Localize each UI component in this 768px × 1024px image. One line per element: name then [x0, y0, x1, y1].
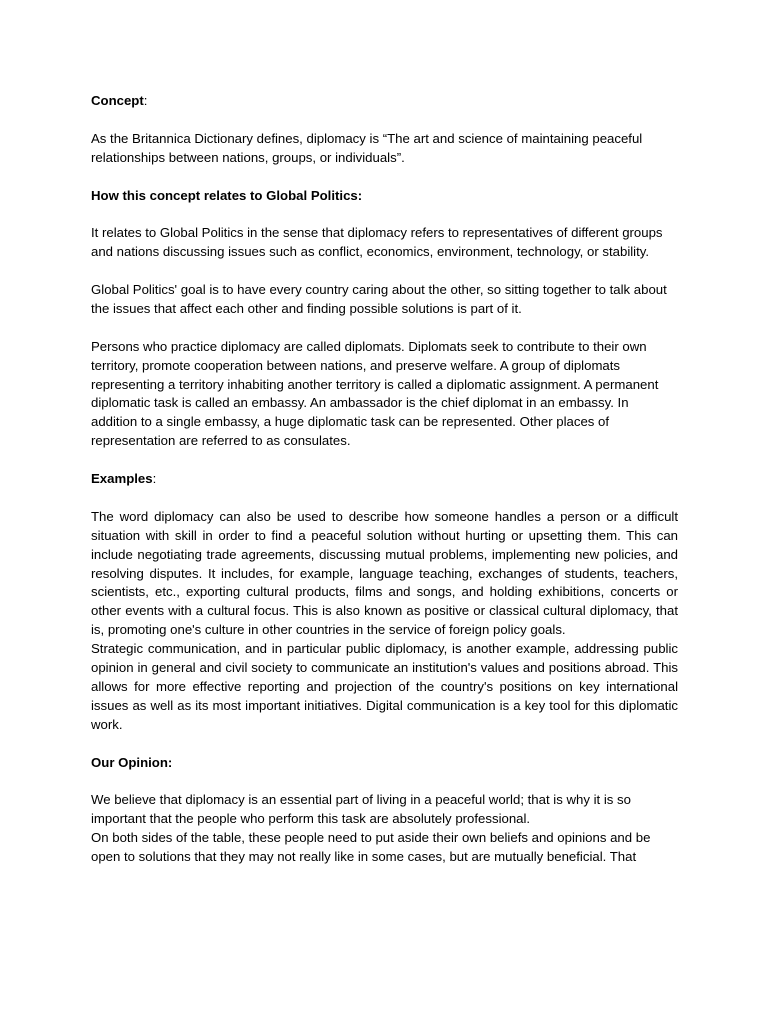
- examples-paragraph-2: Strategic communication, and in particular public diplomacy, is another example, addressing public opinion in general and civil society to communicate an institution's values and positions abroad. This allows for more effective reporting and projection of the country's positions on key international issues as well as its most important initiatives. Digital communication is a key tool for this diplomatic work.: [91, 641, 678, 732]
- relation-heading: How this concept relates to Global Politics:: [91, 187, 363, 203]
- concept-heading-line: [91, 92, 678, 111]
- concept-heading-suffix: :: [143, 93, 148, 108]
- examples-heading: Examples: [91, 471, 153, 487]
- examples-paragraph-1: The word diplomacy can also be used to describe how someone handles a person or a difficult situation with skill in order to find a peaceful solution without hurting or upsetting them. This can include negotiating trade agreements, discussing mutual problems, implementing new policies, and resolving disputes. It includes, for example, language teaching, exchanges of students, teachers, scientists, etc., exporting cultural products, films and songs, and holding exhibitions, concerts or other events with a cultural focus. This is also known as positive or classical cultural diplomacy, that is, promoting one's culture in other countries in the service of foreign policy goals.: [91, 508, 678, 638]
- relation-paragraph-2: Global Politics' goal is to have every country caring about the other, so sitting together to talk about the issues that affect each other and finding possible solutions is part of it.: [91, 282, 667, 316]
- concept-definition: As the Britannica Dictionary defines, diplomacy is “The art and science of maintaining peaceful relationships between nations, groups, or individuals”.: [91, 130, 643, 165]
- concept-heading: Concept: [91, 93, 144, 108]
- opinion-paragraph-2: On both sides of the table, these people need to put aside their own beliefs and opinions and be open to solutions that they may not really like in some cases, but are mutually beneficial. That: [91, 830, 651, 865]
- document-page: [91, 92, 678, 867]
- opinion-heading: Our Opinion:: [91, 754, 173, 770]
- examples-heading-line: [91, 470, 678, 489]
- relation-paragraph-3: Persons who practice diplomacy are called diplomats. Diplomats seek to contribute to their own territory, promote cooperation between nations, and preserve welfare. A group of diplomats representing a territory inhabiting another territory is called a diplomatic assignment. A permanent diplomatic task is called an embassy. An ambassador is the chief diplomat in an embassy. In addition to a single embassy, a huge diplomatic task can be represented. Other places of representation are referred to as consulates.: [91, 338, 659, 449]
- examples-heading-suffix: :: [152, 471, 157, 487]
- opinion-paragraph-1: We believe that diplomacy is an essential part of living in a peaceful world; that is why it is so important that the people who perform this task are absolutely professional.: [91, 792, 631, 827]
- relation-paragraph-1: It relates to Global Politics in the sense that diplomacy refers to representatives of different groups and nations discussing issues such as conflict, economics, environment, technology, or stability.: [91, 225, 663, 260]
